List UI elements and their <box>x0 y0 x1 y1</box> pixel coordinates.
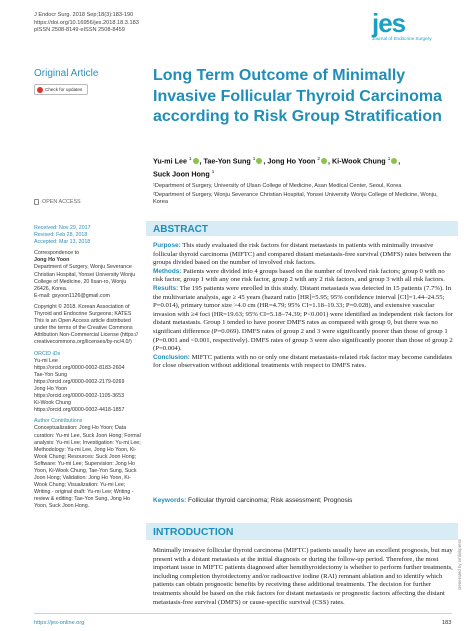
orcid-link[interactable]: https://orcid.org/0000-0002-2179-0269 <box>34 378 125 385</box>
issn-line: pISSN 2508-8149·eISSN 2508-8459 <box>34 27 125 34</box>
journal-logo <box>372 8 452 48</box>
contributions-heading: Author Contributions <box>34 418 83 425</box>
introduction-body: Minimally invasive follicular thyroid carcinoma (MIFTC) patients usually have an excellent prognosis, but may present with a distant metastasis at the initial diagnosis or during the follow-up period. Therefore, the most important issue in MIFTC patients diagnosed after hemithyroidectomy is whether to perform further treatments, including completion thyroidectomy and/or radioactive iodine (RAI) remnant ablation and to identify which patients can obtain prognostic benefits by receiving these additional treatments. The decision for further treatments should be based on the risk factors for distant metastasis or prognostic factors affecting the distant metastasis-free survival (DMFS) or cause-specific survival (CSS) rates. <box>153 547 453 606</box>
methods-label: Methods: <box>153 267 182 275</box>
abstract-body <box>153 242 453 371</box>
author-sup: 1 <box>387 156 391 161</box>
article-type: Original Article <box>34 68 99 79</box>
results-text: The 195 patients were enrolled in this study. Distant metastasis was detected in 15 patients (7.7%). In the multivariate analysis, age ≥ 45 years (hazard ratio [HR]=5.95; 95% confidence interval [CI]=1.44–24.55; P=0.014), primary tumor size >4.0 cm (HR=4.79; 95% CI=1.18–19.33; P=0.028), and extensive vascular invasion with ≥4 foci (HR=19.63; 95% CI=5.18–74.39; P<0.001) were identified as independent risk factors for distant metastasis. Group 1 tended to have poorer DMFS rates as compared with group 0, but there was no significant difference (P=0.069). DMFS rates of group 2 and 3 were significantly poorer than those of group 1 (P=0.001 and <0.001, respectively). DMFS rates of group 3 were also significantly poorer than those of group 2 (P=0.004). <box>153 284 453 353</box>
logo-text: jes <box>372 8 406 38</box>
keywords <box>153 497 453 504</box>
side-watermark <box>457 520 467 590</box>
open-lock-icon <box>34 199 39 205</box>
purpose-text: This study evaluated the risk factors for distant metastasis in patients with minimally invasive follicular thyroid carcinoma (MIFTC) and compared distant metastasis-free survival (DMFS) rates between the groups divided based on the number of involved risk factors. <box>153 242 451 267</box>
accepted-date: Accepted: Mar 13, 2018 <box>34 239 91 246</box>
orcid-icon[interactable] <box>321 158 327 164</box>
side-watermark-text: Generated by xmlinkpress <box>457 538 462 590</box>
journal-website-link[interactable]: https://jes-online.org <box>34 620 85 626</box>
footer-divider <box>34 613 452 614</box>
check-updates-label: Check for updates <box>45 87 83 92</box>
purpose-label: Purpose: <box>153 242 181 249</box>
correspondence-heading: Correspondence to <box>34 250 80 257</box>
orcid-heading: ORCID iDs <box>34 350 61 357</box>
page-number: 183 <box>442 620 452 626</box>
author-list: Yu-mi Lee $^1$ , Tae-Yon Sung $^1$ , Jong Ho Yoon $^2$ , Ki-Wook Chung $^1$ , Suck Joon Hong $^1$ <box>153 156 401 179</box>
contributions-text: Conceptualization: Jong Ho Yoon; Data curation: Yu-mi Lee, Suck Joon Hong; Formal analysis: Yu-mi Lee; Investigation: Yu-mi Lee; Methodology: Yu-mi Lee, Jong Ho Yoon, Ki-Wook Chung; Resources: Suck Joon Hong; Software: Yu-mi Lee; Supervision: Jong Ho Yoon, Ki-Wook Chung, Tae-Yon Sung, Suck Joon Hong; Validation: Jong Ho Yoon, Ki-Wook Chung; Visualization: Yu-mi Lee; Writing - original draft: Yu-mi Lee; Writing - review & editing: Tae-Yon Sung, Jong Ho Yoon, Suck Joon Hong. <box>34 425 141 510</box>
citation-block <box>34 12 139 35</box>
author-name: Jong Ho Yoon <box>267 156 316 166</box>
orcid-link[interactable]: https://orcid.org/0000-0002-4418-1857 <box>34 407 125 414</box>
orcid-name: Jong Ho Yoon <box>34 385 67 392</box>
author-name: Ki-Wook Chung <box>331 156 386 166</box>
orcid-link[interactable]: https://orcid.org/0000-0002-8183-2604 <box>34 364 125 371</box>
open-access-badge <box>34 199 81 205</box>
author-name: Tae-Yon Sung <box>203 156 251 166</box>
keywords-label: Keywords: <box>153 497 187 504</box>
orcid-link[interactable]: https://orcid.org/0000-0002-1105-3653 <box>34 393 125 400</box>
author-name: Yu-mi Lee <box>153 156 187 166</box>
article-title: Long Term Outcome of Minimally Invasive Follicular Thyroid Carcinoma according to Risk Group Stratification <box>153 67 442 125</box>
correspondence-email[interactable]: E-mail: gsyoon1126@gmail.com <box>34 292 110 299</box>
revised-date: Revised: Feb 28, 2018 <box>34 232 88 239</box>
citation-line: J Endocr Surg. 2018 Sep;18(3):183-190 <box>34 12 134 18</box>
correspondence-name: Jong Ho Yoon <box>34 257 70 264</box>
conclusion-text: MIFTC patients with no or only one distant metastasis-related risk factor may become candidates for close observation without additional treatments with respect to DMFS rates. <box>153 353 453 370</box>
logo-subtitle: Journal of Endocrine Surgery <box>372 36 432 41</box>
author-name: Suck Joon Hong <box>153 169 210 179</box>
introduction-heading: INTRODUCTION <box>153 526 234 538</box>
keywords-text: Follicular thyroid carcinoma; Risk assessment; Prognosis <box>188 497 353 504</box>
author-sup: 1 <box>188 156 192 161</box>
orcid-name: Yu-mi Lee <box>34 357 58 364</box>
check-updates-button[interactable] <box>34 84 88 95</box>
affiliation-1: ¹Department of Surgery, University of Ulsan College of Medicine, Asan Medical Center, Seoul, Korea <box>153 183 402 189</box>
author-sup: 1 <box>211 169 215 175</box>
results-label: Results: <box>153 284 179 292</box>
orcid-name: Tae-Yon Sung <box>34 371 68 378</box>
orcid-name: Ki-Wook Chung <box>34 400 71 407</box>
open-access-label: OPEN ACCESS <box>42 199 81 205</box>
author-sup: 1 <box>252 156 256 161</box>
author-sup: 2 <box>317 156 320 161</box>
methods-text: Patients were divided into 4 groups based on the number of involved risk factors; group 0 with no risk factor, group 1 with any one risk factor, group 2 with any 2 risk factors, and group 3 with all risk factors. <box>153 267 445 284</box>
affiliations <box>153 183 453 208</box>
orcid-icon[interactable] <box>256 158 262 164</box>
abstract-heading: ABSTRACT <box>153 224 208 235</box>
orcid-icon[interactable] <box>391 158 397 164</box>
orcid-icon[interactable] <box>193 158 199 164</box>
affiliation-2: ²Department of Surgery, Wonju Severance Christian Hospital, Yonsei University Wonju College of Medicine, Wonju, Korea <box>153 191 438 205</box>
received-date: Received: Nov 29, 2017 <box>34 225 91 231</box>
conclusion-label: Conclusion: <box>153 353 190 361</box>
check-updates-icon <box>37 87 43 93</box>
correspondence-details: Department of Surgery, Wonju Severance Christian Hospital, Yonsei University Wonju College of Medicine, 20 Ilsan-ro, Wonju 26426, Korea. <box>34 264 136 292</box>
doi-link[interactable]: https://doi.org/10.16956/jes.2018.18.3.183 <box>34 19 139 26</box>
copyright-text: Copyright © 2018. Korean Association of Thyroid and Endocrine Surgeons; KATES This is an Open Access article distributed under the terms of the Creative Commons Attribution Non-Commercial License (https:// creativecommons.org/licenses/by-nc/4.0/) <box>34 303 138 346</box>
article-sidebar <box>34 225 142 515</box>
